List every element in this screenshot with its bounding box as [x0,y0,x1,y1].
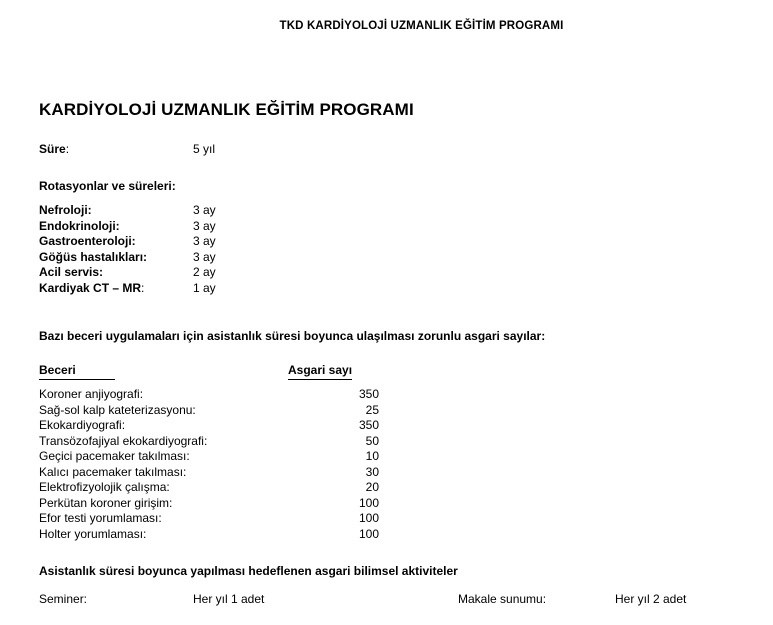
skill-count: 10 [365,449,379,464]
rotation-value: 1 ay [193,280,216,295]
running-header-text: TKD KARDİYOLOJİ UZMANLIK EĞİTİM PROGRAMI [279,20,564,32]
skill-name: Ekokardiyografi: [39,418,126,433]
skill-count: 350 [358,387,379,402]
table-row [39,383,380,403]
skill-count: 100 [358,511,379,526]
rotation-row [39,234,739,250]
rotation-label [39,281,193,297]
rotation-label: Göğüs hastalıkları: [39,249,148,264]
skills-table-body [39,383,380,542]
skill-name: Koroner anjiyografi: [39,387,144,402]
scientific-activities-heading: Asistanlık süresi boyunca yapılması hedeflenen asgari bilimsel aktiviteler [39,564,458,579]
skill-name: Geçici pacemaker takılması: [39,449,190,464]
seminar-label: Seminer: [39,591,88,606]
skills-table-head [39,363,380,384]
rotation-label: Acil servis: [39,265,104,280]
skill-name: Perkütan koroner girişim: [39,495,173,510]
column-header-count [288,363,380,384]
duration-label [39,142,193,158]
skill-count: 20 [365,480,379,495]
running-header [0,20,773,32]
table-row [39,434,380,450]
column-header-skill [39,363,288,384]
rotation-label-suffix: : [141,280,145,295]
rotation-value: 3 ay [193,249,216,264]
skill-name: Kalıcı pacemaker takılması: [39,464,187,479]
skill-count: 30 [365,464,379,479]
table-row [39,527,380,543]
rotation-row [39,250,739,266]
rotation-row [39,281,739,297]
rotation-label-text: Kardiyak CT – MR [39,280,142,295]
table-row [39,496,380,512]
seminar-value: Her yıl 1 adet [193,591,265,606]
rotation-row [39,203,739,219]
table-row [39,480,380,496]
table-row [39,465,380,481]
rotations-heading: Rotasyonlar ve süreleri: [39,178,176,193]
table-row [39,403,380,419]
rotations-list [39,203,739,296]
duration-row [39,142,739,158]
table-row [39,418,380,434]
skills-table [39,363,380,543]
document-body [39,100,739,607]
page-title: KARDİYOLOJİ UZMANLIK EĞİTİM PROGRAMI [39,100,414,119]
skill-count: 25 [365,402,379,417]
rotation-row [39,219,739,235]
rotation-label: Nefroloji: [39,203,92,218]
skill-name: Holter yorumlaması: [39,526,147,541]
rotation-label: Gastroenteroloji: [39,234,136,249]
rotation-value: 3 ay [193,218,216,233]
skill-name: Transözofajiyal ekokardiyografi: [39,433,208,448]
skills-intro: Bazı beceri uygulamaları için asistanlık süresi boyunca ulaşılması zorunlu asgari sayılar: [39,329,546,344]
rotation-value: 3 ay [193,203,216,218]
article-presentation-label: Makale sunumu: [458,591,547,606]
skill-count: 100 [358,495,379,510]
table-row [39,449,380,465]
rotation-label: Endokrinoloji: [39,218,120,233]
skill-count: 100 [358,526,379,541]
duration-value: 5 yıl [193,142,216,157]
skills-table-header-row [39,363,380,384]
scientific-activities-row [39,592,739,608]
skill-count: 50 [365,433,379,448]
article-presentation-value: Her yıl 2 adet [615,591,687,606]
skill-count: 350 [358,418,379,433]
skill-name: Efor testi yorumlaması: [39,511,162,526]
rotation-value: 2 ay [193,265,216,280]
rotation-value: 3 ay [193,234,216,249]
section-spacer [39,296,739,329]
column-header-count-text: Asgari sayı [288,363,352,381]
skill-name: Elektrofizyolojik çalışma: [39,480,170,495]
rotation-row [39,265,739,281]
table-row [39,511,380,527]
duration-label-suffix: : [65,142,70,157]
duration-label-text: Süre [39,142,66,157]
skill-name: Sağ-sol kalp kateterizasyonu: [39,402,196,417]
column-header-skill-text: Beceri [39,363,115,381]
